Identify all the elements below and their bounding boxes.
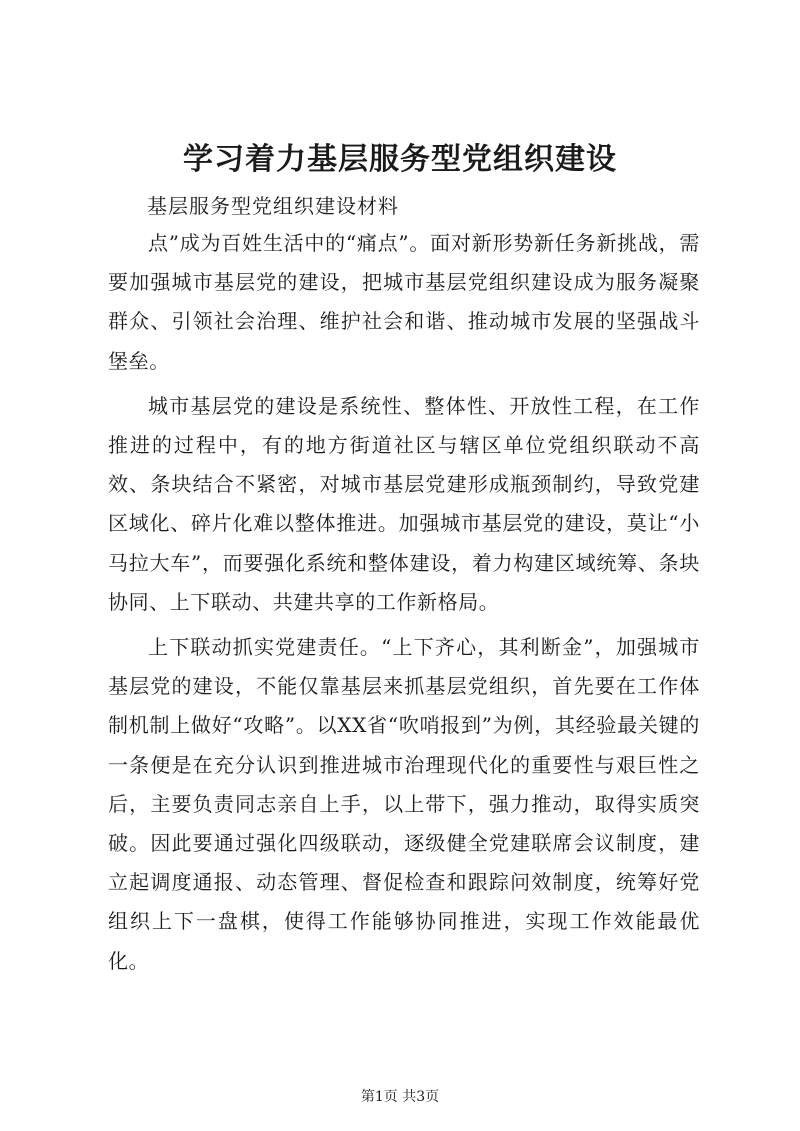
page-footer: 第1页 共3页 [360,1089,440,1105]
document-subtitle: 基层服务型党组织建设材料 [147,194,399,218]
document-body [108,224,700,987]
paragraph: 点”成为百姓生活中的“痛点”。面对新形势新任务新挑战，需要加强城市基层党的建设，把城市基层党组织建设成为服务凝聚群众、引领社会治理、维护社会和谐、推动城市发展的坚强战斗堡垒。 [108,231,700,373]
document-title: 学习着力基层服务型党组织建设 [183,142,617,177]
paragraph: 城市基层党的建设是系统性、整体性、开放性工程，在工作推进的过程中，有的地方街道社区与辖区单位党组织联动不高效、条块结合不紧密，对城市基层党建形成瓶颈制约，导致党建区域化、碎片化难以整体推进。加强城市基层党的建设，莫让“小马拉大车”，而要强化系统和整体建设，着力构建区域统筹、条块协同、上下联动、共建共享的工作新格局。 [108,393,700,614]
paragraph: 上下联动抓实党建责任。“上下齐心，其利断金”，加强城市基层党的建设，不能仅靠基层来抓基层党组织，首先要在工作体制机制上做好“攻略”。以XX省“吹哨报到”为例，其经验最关键的一条便是在充分认识到推进城市治理现代化的重要性与艰巨性之后，主要负责同志亲自上手，以上带下，强力推动，取得实质突破。因此要通过强化四级联动，逐级健全党建联席会议制度，建立起调度通报、动态管理、督促检查和跟踪问效制度，统筹好党组织上下一盘棋，使得工作能够协同推进，实现工作效能最优化。 [108,635,700,973]
